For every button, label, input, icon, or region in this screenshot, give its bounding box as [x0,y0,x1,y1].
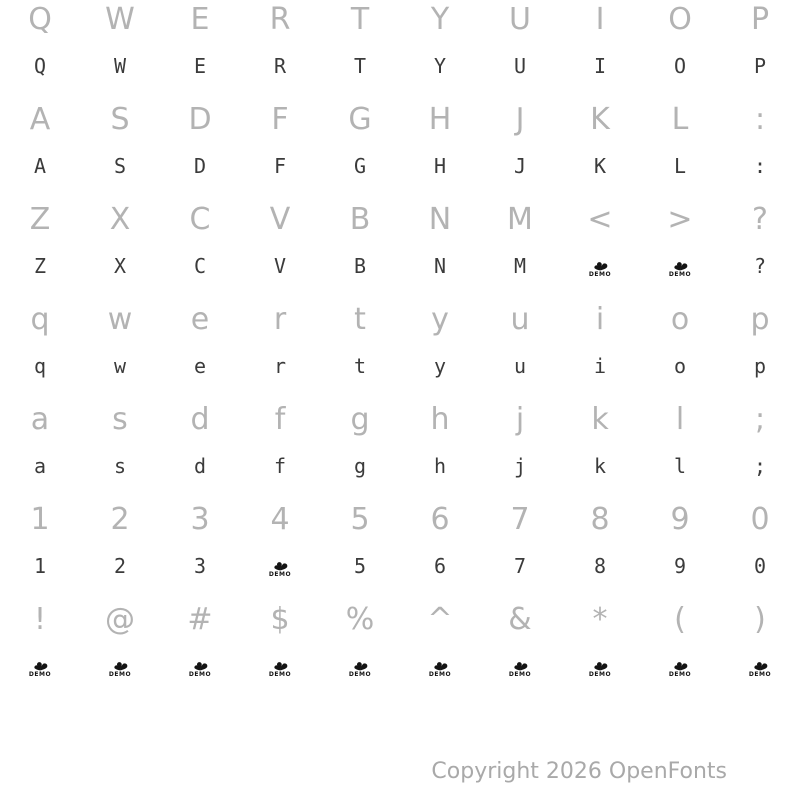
specimen-glyph: R [273,54,287,78]
specimen-glyph: J [513,154,527,178]
preview-glyph: < [587,201,613,237]
demo-glyph-cell [240,538,320,594]
copyright-footer [431,757,727,787]
preview-glyph: 7 [510,501,530,537]
demo-glyph-label: DEMO [588,670,612,678]
specimen-glyph: T [353,54,367,78]
splash-ornament-icon [350,655,370,671]
specimen-glyph: Z [33,254,47,278]
demo-glyph [669,655,691,678]
specimen-glyph: 3 [193,554,207,578]
specimen-glyph: S [113,154,127,178]
preview-glyph: S [110,101,130,137]
demo-glyph-label: DEMO [508,670,532,678]
specimen-glyph: W [113,54,127,78]
preview-glyph: M [507,201,533,237]
specimen-glyph: K [593,154,607,178]
glyph-row-group-symbols [0,600,800,700]
splash-ornament-icon [30,655,50,671]
demo-glyph-label: DEMO [28,670,52,678]
demo-glyph [349,655,371,678]
demo-glyph-cell [80,638,160,694]
specimen-row-lowercase-asdf [0,438,800,494]
preview-row-digits [0,500,800,538]
demo-glyph-cell [640,638,720,694]
specimen-glyph: L [673,154,687,178]
specimen-glyph: P [753,54,767,78]
demo-glyph [429,655,451,678]
demo-glyph [509,655,531,678]
demo-glyph-label: DEMO [188,670,212,678]
preview-glyph: l [675,401,685,437]
splash-ornament-icon [270,655,290,671]
splash-ornament-icon [590,655,610,671]
glyph-row-group-uppercase-zxcv [0,200,800,300]
preview-glyph: T [350,1,370,37]
glyph-row-group-digits [0,500,800,600]
preview-glyph: N [428,201,452,237]
demo-glyph-cell [400,638,480,694]
preview-glyph: J [515,101,525,137]
specimen-glyph: 1 [33,554,47,578]
preview-glyph: ^ [427,601,453,637]
preview-row-symbols [0,600,800,638]
demo-glyph [589,255,611,278]
specimen-glyph: r [273,354,287,378]
preview-glyph: 2 [110,501,130,537]
preview-row-uppercase-qwerty [0,0,800,38]
specimen-glyph: ; [753,454,767,478]
demo-glyph-cell [240,638,320,694]
demo-glyph [29,655,51,678]
splash-ornament-icon [270,555,290,571]
specimen-row-symbols [0,638,800,694]
specimen-glyph: Q [33,54,47,78]
specimen-glyph: 2 [113,554,127,578]
preview-glyph: 5 [350,501,370,537]
demo-glyph-label: DEMO [748,670,772,678]
preview-glyph: # [187,601,213,637]
preview-glyph: F [271,101,289,137]
preview-glyph: Z [29,201,51,237]
preview-glyph: r [273,301,287,337]
specimen-glyph: w [113,354,127,378]
preview-glyph: & [508,601,532,637]
specimen-glyph: f [273,454,287,478]
preview-glyph: > [667,201,693,237]
specimen-glyph: M [513,254,527,278]
preview-glyph: 1 [30,501,50,537]
demo-glyph-label: DEMO [668,670,692,678]
specimen-glyph: y [433,354,447,378]
preview-glyph: K [590,101,610,137]
glyph-row-group-lowercase-asdf [0,400,800,500]
preview-glyph: ! [33,601,47,637]
specimen-glyph: t [353,354,367,378]
specimen-glyph: Y [433,54,447,78]
specimen-glyph: 6 [433,554,447,578]
specimen-glyph: a [33,454,47,478]
specimen-glyph: i [593,354,607,378]
preview-glyph: $ [270,601,290,637]
specimen-glyph: q [33,354,47,378]
specimen-glyph: s [113,454,127,478]
specimen-row-uppercase-qwerty [0,38,800,94]
preview-glyph: q [30,301,50,337]
specimen-glyph: A [33,154,47,178]
preview-glyph: ; [754,401,766,437]
preview-glyph: k [591,401,609,437]
preview-glyph: p [750,301,770,337]
glyph-row-group-uppercase-asdf [0,100,800,200]
preview-glyph: o [670,301,690,337]
splash-ornament-icon [750,655,770,671]
specimen-glyph: I [593,54,607,78]
specimen-glyph: C [193,254,207,278]
specimen-glyph: B [353,254,367,278]
demo-glyph-cell [0,638,80,694]
preview-glyph: C [189,201,211,237]
splash-ornament-icon [430,655,450,671]
preview-glyph: B [349,201,371,237]
preview-glyph: e [190,301,210,337]
specimen-glyph: G [353,154,367,178]
specimen-row-uppercase-zxcv [0,238,800,294]
preview-glyph: @ [105,601,135,637]
preview-glyph: 9 [670,501,690,537]
splash-ornament-icon [510,655,530,671]
demo-glyph [269,555,291,578]
demo-glyph [269,655,291,678]
preview-glyph: V [269,201,291,237]
preview-glyph: 8 [590,501,610,537]
splash-ornament-icon [670,255,690,271]
preview-glyph: ( [674,601,686,637]
preview-glyph: R [269,1,291,37]
preview-glyph: : [754,101,766,137]
preview-row-lowercase-asdf [0,400,800,438]
demo-glyph [589,655,611,678]
demo-glyph-cell [560,238,640,294]
specimen-glyph: 7 [513,554,527,578]
preview-glyph: P [750,1,770,37]
demo-glyph-cell [160,638,240,694]
specimen-glyph: ? [753,254,767,278]
specimen-glyph: U [513,54,527,78]
demo-glyph-cell [480,638,560,694]
demo-glyph [749,655,771,678]
splash-ornament-icon [670,655,690,671]
preview-glyph: t [354,301,366,337]
specimen-glyph: N [433,254,447,278]
specimen-glyph: D [193,154,207,178]
specimen-row-lowercase-qwerty [0,338,800,394]
preview-glyph: i [595,301,605,337]
preview-row-uppercase-zxcv [0,200,800,238]
splash-ornament-icon [590,255,610,271]
specimen-glyph: j [513,454,527,478]
demo-glyph-cell [720,638,800,694]
specimen-glyph: h [433,454,447,478]
glyph-row-group-lowercase-qwerty [0,300,800,400]
demo-glyph-cell [560,638,640,694]
preview-glyph: h [430,401,450,437]
specimen-row-uppercase-asdf [0,138,800,194]
specimen-glyph: g [353,454,367,478]
specimen-glyph: d [193,454,207,478]
demo-glyph [669,255,691,278]
specimen-glyph: H [433,154,447,178]
preview-glyph: w [107,301,133,337]
preview-glyph: D [188,101,212,137]
demo-glyph [189,655,211,678]
specimen-glyph: u [513,354,527,378]
preview-glyph: E [190,1,210,37]
preview-glyph: u [510,301,530,337]
preview-glyph: G [348,101,372,137]
preview-glyph: L [671,101,689,137]
preview-glyph: ) [754,601,766,637]
demo-glyph-label: DEMO [268,670,292,678]
demo-glyph-label: DEMO [268,570,292,578]
demo-glyph-label: DEMO [348,670,372,678]
preview-glyph: 0 [750,501,770,537]
preview-glyph: O [668,1,692,37]
preview-glyph: W [105,1,135,37]
glyph-row-group-uppercase-qwerty [0,0,800,100]
preview-glyph: 3 [190,501,210,537]
preview-glyph: g [350,401,370,437]
specimen-glyph: p [753,354,767,378]
specimen-glyph: 8 [593,554,607,578]
preview-glyph: y [431,301,449,337]
demo-glyph-cell [320,638,400,694]
demo-glyph [109,655,131,678]
specimen-glyph: l [673,454,687,478]
preview-glyph: U [509,1,531,37]
demo-glyph-label: DEMO [108,670,132,678]
preview-glyph: j [515,401,525,437]
specimen-glyph: E [193,54,207,78]
splash-ornament-icon [110,655,130,671]
specimen-row-digits [0,538,800,594]
specimen-glyph: 9 [673,554,687,578]
preview-glyph: X [109,201,131,237]
preview-glyph: d [190,401,210,437]
preview-glyph: 4 [270,501,290,537]
preview-glyph: Q [28,1,52,37]
preview-glyph: Y [430,1,450,37]
preview-row-lowercase-qwerty [0,300,800,338]
preview-glyph: % [345,601,375,637]
preview-glyph: s [112,401,128,437]
specimen-glyph: 0 [753,554,767,578]
preview-glyph: ? [752,201,768,237]
preview-glyph: a [30,401,50,437]
specimen-glyph: O [673,54,687,78]
specimen-glyph: F [273,154,287,178]
specimen-glyph: 5 [353,554,367,578]
specimen-glyph: o [673,354,687,378]
demo-glyph-label: DEMO [668,270,692,278]
preview-glyph: 6 [430,501,450,537]
specimen-glyph: k [593,454,607,478]
preview-glyph: f [274,401,286,437]
specimen-glyph: e [193,354,207,378]
specimen-glyph: X [113,254,127,278]
copyright-text: Copyright 2026 OpenFonts [431,759,727,784]
specimen-glyph: : [753,154,767,178]
demo-glyph-cell [640,238,720,294]
preview-glyph: H [428,101,452,137]
preview-glyph: * [592,601,608,637]
demo-glyph-label: DEMO [428,670,452,678]
specimen-glyph: V [273,254,287,278]
demo-glyph-label: DEMO [588,270,612,278]
preview-glyph: A [29,101,51,137]
splash-ornament-icon [190,655,210,671]
preview-row-uppercase-asdf [0,100,800,138]
preview-glyph: I [595,1,605,37]
